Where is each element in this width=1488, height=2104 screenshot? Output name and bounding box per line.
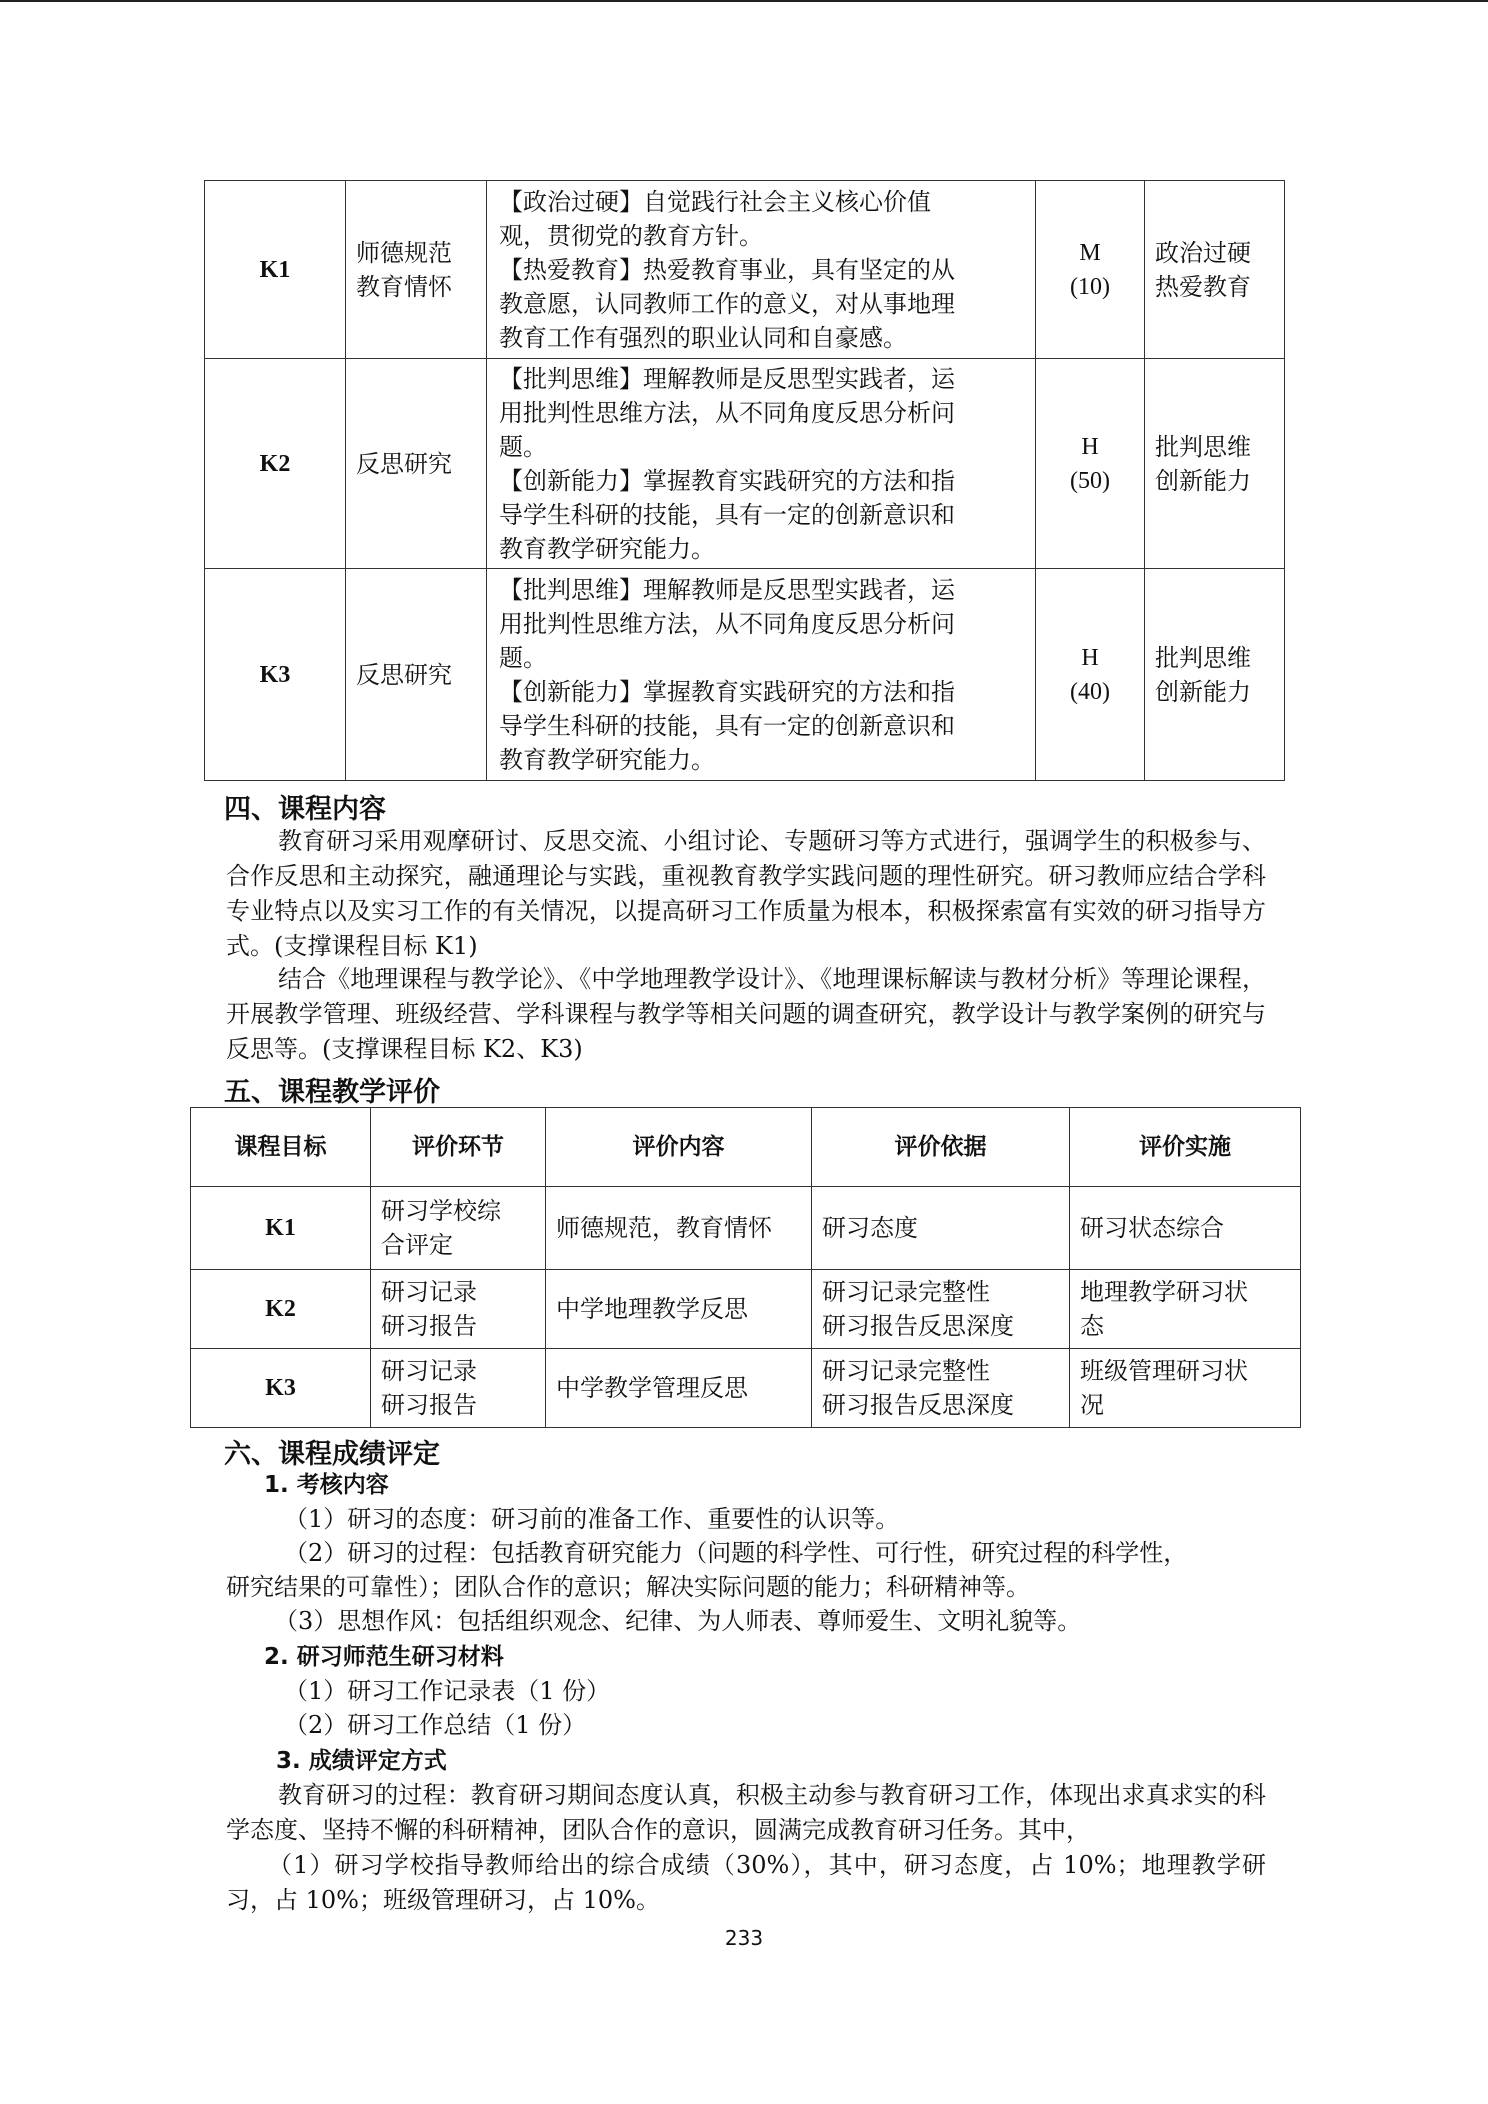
objective-row (205, 181, 1285, 359)
evaluation-basis (812, 1270, 1070, 1349)
objective-code: K1 (205, 181, 346, 359)
objective-code: K3 (205, 569, 346, 781)
description-line: 【创新能力】掌握教育实践研究的方法和指 (499, 466, 955, 495)
requirement-line: 反思研究 (356, 660, 452, 689)
evaluation-implementation-line: 班级管理研习状 (1080, 1357, 1248, 1385)
evaluation-row (191, 1187, 1301, 1270)
evaluation-stage-line: 研习记录 (381, 1357, 477, 1385)
objective-description (487, 359, 1036, 569)
evaluation-column-header: 评价实施 (1070, 1108, 1301, 1187)
description-line: 【热爱教育】热爱教育事业，具有坚定的从 (499, 255, 955, 284)
requirement-line: 反思研究 (356, 449, 452, 478)
evaluation-stage (371, 1349, 546, 1428)
description-line: 用批判性思维方法，从不同角度反思分析问 (499, 398, 955, 427)
subheading-grading-method: 3. 成绩评定方式 (276, 1748, 447, 1774)
evaluation-row (191, 1270, 1301, 1349)
evaluation-implementation (1070, 1270, 1301, 1349)
evaluation-implementation (1070, 1187, 1301, 1270)
page-number: 233 (724, 1926, 764, 1950)
indicator-tag: 热爱教育 (1155, 272, 1251, 301)
indicator-tags (1145, 569, 1285, 781)
support-level-letter: M (1079, 239, 1101, 266)
evaluation-content: 中学地理教学反思 (546, 1270, 812, 1349)
description-line: 【创新能力】掌握教育实践研究的方法和指 (499, 677, 955, 706)
description-line: 【批判思维】理解教师是反思型实践者，运 (499, 575, 955, 604)
evaluation-implementation-line: 地理教学研习状 (1080, 1278, 1248, 1306)
evaluation-objective-code: K2 (191, 1270, 371, 1349)
section-heading-grade-assessment: 六、课程成绩评定 (224, 1439, 440, 1470)
support-level-weight: (50) (1070, 467, 1110, 494)
evaluation-row (191, 1349, 1301, 1428)
description-line: 教育教学研究能力。 (499, 745, 715, 774)
course-objectives-table (204, 180, 1285, 781)
evaluation-implementation-line: 况 (1080, 1391, 1104, 1419)
evaluation-stage-line: 研习报告 (381, 1391, 477, 1419)
section-heading-teaching-evaluation: 五、课程教学评价 (224, 1077, 440, 1108)
assessment-item-attitude: （1）研习的态度：研习前的准备工作、重要性的认识等。 (284, 1505, 900, 1533)
objective-row (205, 359, 1285, 569)
indicator-tag: 批判思维 (1155, 643, 1251, 672)
support-level (1036, 569, 1145, 781)
objective-row (205, 569, 1285, 781)
evaluation-column-header: 课程目标 (191, 1108, 371, 1187)
evaluation-content: 师德规范，教育情怀 (546, 1187, 812, 1270)
evaluation-table (190, 1107, 1301, 1428)
description-line: 题。 (499, 643, 547, 672)
graduation-requirement (346, 181, 487, 359)
objective-description (487, 181, 1036, 359)
evaluation-column-header: 评价环节 (371, 1108, 546, 1187)
material-item-record-form: （1）研习工作记录表（1 份） (284, 1677, 611, 1705)
support-level (1036, 181, 1145, 359)
evaluation-stage-line: 研习报告 (381, 1312, 477, 1340)
evaluation-basis-line: 研习态度 (822, 1214, 918, 1242)
indicator-tags (1145, 181, 1285, 359)
grading-process-paragraph: 教育研习的过程：教育研习期间态度认真，积极主动参与教育研习工作，体现出求真求实的科学态度、坚持不懈的科研精神，团队合作的意识，圆满完成教育研习任务。其中， (226, 1781, 1266, 1844)
description-line: 导学生科研的技能，具有一定的创新意识和 (499, 500, 955, 529)
requirement-line: 教育情怀 (356, 272, 452, 301)
assessment-item-process-continued: 研究结果的可靠性）；团队合作的意识；解决实际问题的能力；科研精神等。 (226, 1573, 1030, 1601)
description-line: 观，贯彻党的教育方针。 (499, 221, 763, 250)
evaluation-basis-line: 研习记录完整性 (822, 1278, 990, 1306)
description-line: 教育工作有强烈的职业认同和自豪感。 (499, 323, 907, 352)
evaluation-stage-line: 合评定 (381, 1231, 453, 1259)
indicator-tag: 创新能力 (1155, 466, 1251, 495)
evaluation-column-header: 评价依据 (812, 1108, 1070, 1187)
section-heading-course-content: 四、课程内容 (224, 794, 386, 825)
evaluation-stage (371, 1270, 546, 1349)
assessment-item-conduct: （3）思想作风：包括组织观念、纪律、为人师表、尊师爱生、文明礼貌等。 (274, 1607, 1082, 1635)
evaluation-basis-line: 研习报告反思深度 (822, 1312, 1014, 1340)
evaluation-stage-line: 研习记录 (381, 1278, 477, 1306)
assessment-item-process: （2）研习的过程：包括教育研究能力（问题的科学性、可行性，研究过程的科学性， (284, 1539, 1188, 1567)
support-level-letter: H (1081, 644, 1099, 671)
subheading-assessment-content: 1. 考核内容 (264, 1472, 389, 1498)
evaluation-implementation (1070, 1349, 1301, 1428)
support-level-weight: (40) (1070, 678, 1110, 705)
evaluation-basis-line: 研习记录完整性 (822, 1357, 990, 1385)
subheading-research-materials: 2. 研习师范生研习材料 (264, 1644, 504, 1670)
evaluation-stage (371, 1187, 546, 1270)
material-item-summary: （2）研习工作总结（1 份） (284, 1711, 587, 1739)
course-content-paragraph-1: 教育研习采用观摩研讨、反思交流、小组讨论、专题研习等方式进行，强调学生的积极参与、合作反思和主动探究，融通理论与实践，重视教育教学实践问题的理性研究。研习教师应结合学科专业特点以及实习工作的有关情况，以提高研习工作质量为根本，积极探索富有实效的研习指导方式。(支撑课程目标 K1) (226, 827, 1266, 960)
support-level (1036, 359, 1145, 569)
support-level-weight: (10) (1070, 273, 1110, 300)
description-line: 教育教学研究能力。 (499, 534, 715, 563)
requirement-line: 师德规范 (356, 238, 452, 267)
indicator-tag: 批判思维 (1155, 432, 1251, 461)
description-line: 【政治过硬】自觉践行社会主义核心价值 (499, 187, 931, 216)
description-line: 题。 (499, 432, 547, 461)
indicator-tag: 政治过硬 (1155, 238, 1251, 267)
evaluation-objective-code: K1 (191, 1187, 371, 1270)
evaluation-content: 中学教学管理反思 (546, 1349, 812, 1428)
graduation-requirement (346, 569, 487, 781)
support-level-letter: H (1081, 433, 1099, 460)
evaluation-basis-line: 研习报告反思深度 (822, 1391, 1014, 1419)
evaluation-implementation-line: 态 (1080, 1312, 1104, 1340)
evaluation-basis (812, 1187, 1070, 1270)
evaluation-column-header: 评价内容 (546, 1108, 812, 1187)
description-line: 教意愿，认同教师工作的意义，对从事地理 (499, 289, 955, 318)
indicator-tags (1145, 359, 1285, 569)
evaluation-implementation-line: 研习状态综合 (1080, 1214, 1224, 1242)
evaluation-stage-line: 研习学校综 (381, 1197, 501, 1225)
evaluation-basis (812, 1349, 1070, 1428)
indicator-tag: 创新能力 (1155, 677, 1251, 706)
objective-description (487, 569, 1036, 781)
grading-score-paragraph: （1）研习学校指导教师给出的综合成绩（30%），其中，研习态度，占 10%；地理教学研习，占 10%；班级管理研习，占 10%。 (226, 1851, 1266, 1914)
evaluation-objective-code: K3 (191, 1349, 371, 1428)
description-line: 用批判性思维方法，从不同角度反思分析问 (499, 609, 955, 638)
description-line: 【批判思维】理解教师是反思型实践者，运 (499, 364, 955, 393)
page-top-border (0, 0, 1488, 2)
objective-code: K2 (205, 359, 346, 569)
course-content-paragraph-2: 结合《地理课程与教学论》、《中学地理教学设计》、《地理课标解读与教材分析》等理论课程，开展教学管理、班级经营、学科课程与教学等相关问题的调查研究，教学设计与教学案例的研究与反思等。(支撑课程目标 K2、K3) (226, 965, 1266, 1063)
description-line: 导学生科研的技能，具有一定的创新意识和 (499, 711, 955, 740)
graduation-requirement (346, 359, 487, 569)
